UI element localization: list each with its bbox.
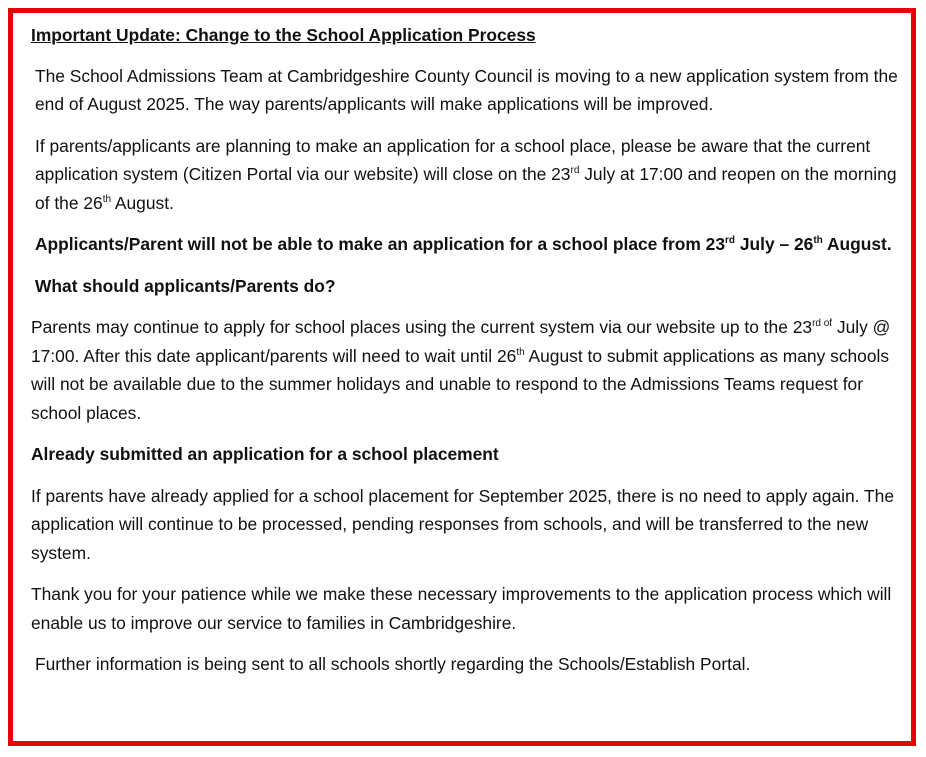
notice-title: Important Update: Change to the School Application Process bbox=[31, 25, 536, 45]
paragraph-what-to-do bbox=[31, 313, 901, 427]
closure-sup-1: rd bbox=[570, 165, 580, 176]
closure-text-a: If parents/applicants are planning to make an application for a school place, please be aware that the current application system (Citizen Portal via our website) will close on the 23 bbox=[35, 135, 871, 184]
heading-what-to-do: What should applicants/Parents do? bbox=[35, 275, 336, 296]
todo-text-c: August to submit applications as many schools will not be available due to the summer holidays and unable to respond to the Admissions Teams request for school places. bbox=[31, 345, 890, 423]
closure-text-b: July at 17:00 and reopen on the morning of the 26 bbox=[35, 164, 897, 213]
warning-text-a: Applicants/Parent will not be able to make an application for a school place from 23 bbox=[35, 234, 725, 254]
paragraph-intro: The School Admissions Team at Cambridgeshire County Council is moving to a new application system from the end of August 2025. The way parents/applicants will make applications will be improved. bbox=[35, 65, 898, 114]
closure-text-c: August. bbox=[111, 192, 174, 213]
todo-sup-1: rd of bbox=[812, 318, 833, 329]
warning-sup-2: th bbox=[813, 235, 823, 246]
heading-already-submitted: Already submitted an application for a school placement bbox=[31, 444, 499, 464]
notice-content bbox=[31, 21, 901, 692]
warning-text-b: July – 26 bbox=[735, 234, 814, 254]
todo-text-b: July @ 17:00. After this date applicant/parents will need to wait until 26 bbox=[31, 317, 891, 366]
notice-box bbox=[8, 8, 916, 746]
closure-sup-2: th bbox=[102, 193, 112, 205]
paragraph-closure-dates bbox=[31, 132, 901, 218]
todo-text-a: Parents may continue to apply for school places using the current system via our website up to the 23 bbox=[31, 317, 813, 337]
paragraph-warning bbox=[31, 230, 901, 259]
paragraph-already-submitted: If parents have already applied for a school placement for September 2025, there is no need to apply again. The application will continue to be processed, pending responses from schools, and will be transferred to the new system. bbox=[31, 485, 895, 563]
warning-text-c: August. bbox=[822, 234, 892, 254]
todo-sup-2: th bbox=[516, 346, 525, 358]
paragraph-thank-you: Thank you for your patience while we make these necessary improvements to the application process which will enable us to improve our service to families in Cambridgeshire. bbox=[31, 584, 892, 633]
warning-sup-1: rd bbox=[725, 235, 735, 246]
paragraph-further-info: Further information is being sent to all schools shortly regarding the Schools/Establish Portal. bbox=[35, 654, 751, 674]
